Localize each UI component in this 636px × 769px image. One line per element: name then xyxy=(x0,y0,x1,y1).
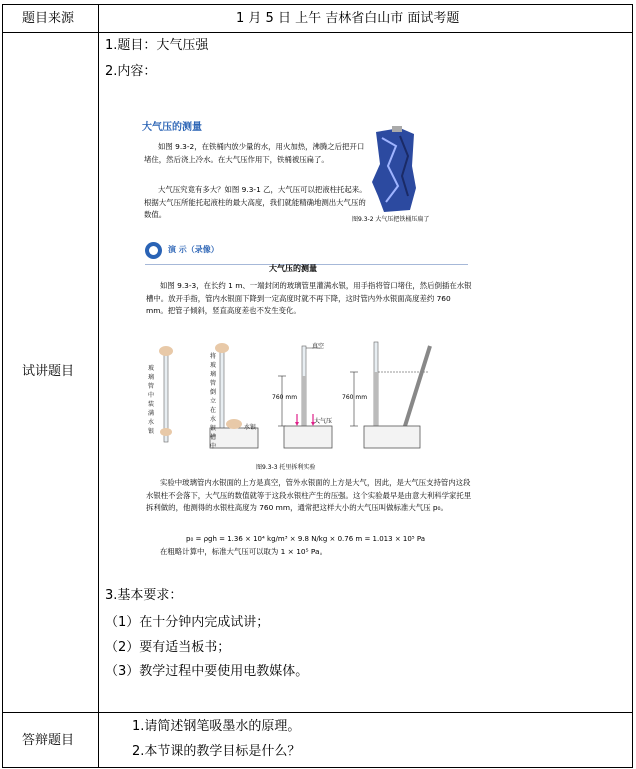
step2-label: 将玻璃管倒立在水银槽中 xyxy=(210,353,217,450)
lecture-label: 试讲题目 xyxy=(22,364,75,379)
defense-question: 2.本节课的教学目标是什么？ xyxy=(132,744,301,759)
excerpt-para4: 在粗略计算中，标准大气压可以取为 1 × 10⁵ Pa。 xyxy=(160,547,327,556)
table-border-left xyxy=(2,4,3,768)
table-border-top xyxy=(2,4,633,5)
defense-question: 1.请简述钢笔吸墨水的原理。 xyxy=(132,719,301,734)
video-demo-icon xyxy=(145,242,162,259)
fig3-caption: 图9.3-3 托里拆利实验 xyxy=(256,464,316,471)
excerpt-para1: 如图 9.3-2，在铁桶内放少量的水，用火加热，沸腾之后把开口堵住，然后浇上冷水。在大气压作用下，铁桶被压扁了。 xyxy=(144,142,365,164)
demo-para: 如图 9.3-3，在长约 1 m、一端封闭的玻璃管里灌满水银，用手指将管口堵住，然后倒插在水银槽中。放开手指，管内水银面下降到一定高度时就不再下降，这时管内外水银面高度差约 760 mm。把管子倾斜，竖直高度差也不发生变化。 xyxy=(146,281,472,315)
demo-title: 大气压的测量 xyxy=(269,264,317,273)
requirement-item: （1）在十分钟内完成试讲； xyxy=(105,615,270,630)
fig2-caption: 图9.3-2 大气压把铁桶压扁了 xyxy=(352,216,430,223)
table-border-right xyxy=(632,4,633,768)
table-border-mid xyxy=(98,4,99,768)
requirements-title: 3.基本要求： xyxy=(105,588,183,603)
section-title: 大气压的测量 xyxy=(142,122,202,133)
source-value: 1 月 5 日 上午 吉林省白山市 面试考题 xyxy=(236,11,460,26)
textbook-excerpt xyxy=(116,96,488,566)
excerpt-para2: 大气压究竟有多大？如图 9.3-1 乙，大气压可以把液柱托起来。根据大气压所能托起液柱的最大高度，我们就能精确地测出大气压的数值。 xyxy=(144,185,367,219)
table-border-row2 xyxy=(2,712,633,713)
mercury-label: 水银 xyxy=(244,424,257,431)
air-pressure-label: 大气压 xyxy=(314,418,333,425)
lecture-topic: 1.题目：大气压强 xyxy=(105,38,209,53)
step1-label: 玻璃管中装满水银 xyxy=(148,365,155,435)
vacuum-label: 真空 xyxy=(312,343,325,350)
mm760-label-1: 760 mm xyxy=(272,394,298,401)
table-border-bottom xyxy=(2,767,633,768)
pressure-formula: p₀ = ρgh = 1.36 × 10⁴ kg/m³ × 9.8 N/kg × 0.76 m = 1.013 × 10⁵ Pa xyxy=(186,535,426,543)
content-label: 2.内容： xyxy=(105,64,157,79)
source-label: 题目来源 xyxy=(22,11,75,26)
mm760-label-2: 760 mm xyxy=(342,394,368,401)
torricelli-figure xyxy=(116,336,488,460)
table-border-row1 xyxy=(2,32,633,33)
crushed-can-image xyxy=(370,126,420,214)
defense-label: 答辩题目 xyxy=(22,733,75,748)
requirement-item: （2）要有适当板书； xyxy=(105,640,231,655)
demo-label: 演 示（录像） xyxy=(168,245,219,254)
requirement-item: （3）教学过程中要使用电教媒体。 xyxy=(105,664,309,679)
excerpt-para3: 实验中玻璃管内水银面的上方是真空，管外水银面的上方是大气，因此，是大气压支持管内这段水银柱不会落下，大气压的数值就等于这段水银柱产生的压强。这个实验最早是由意大利科学家托里拆利做的，他测得的水银柱高度为 760 mm，通常把这样大小的大气压叫做标准大气压 p₀。 xyxy=(146,478,472,512)
